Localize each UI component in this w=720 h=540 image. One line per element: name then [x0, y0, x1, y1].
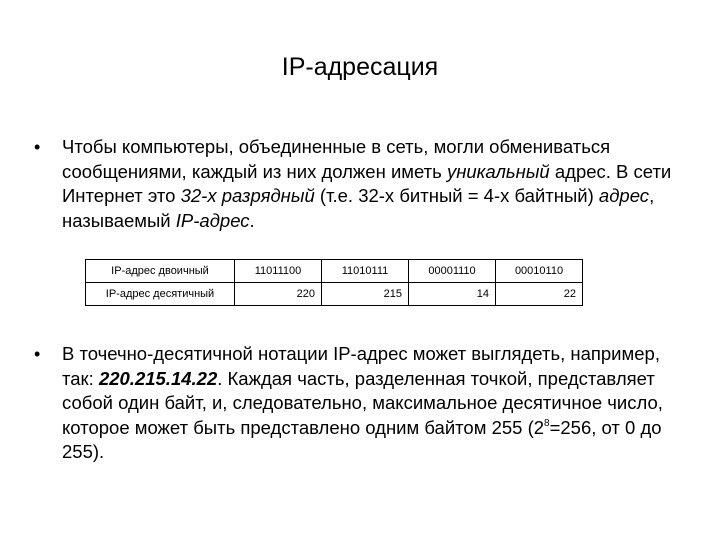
row-label: IP-адрес двоичный — [86, 260, 235, 283]
text-part: Чтобы компьютеры, объединенные в сеть, могли обмениваться сообщениями, каждый из них должен иметь — [62, 136, 611, 182]
bullet-ip-definition — [34, 135, 684, 233]
text-part: В точечно-десятичной нотации IP-адрес может выглядеть, например, так: — [62, 343, 660, 389]
table-row-binary — [86, 260, 583, 283]
text-part: адрес. В сети Интернет это — [62, 160, 672, 206]
bullet-dot-icon: • — [34, 344, 41, 364]
exponent: 8 — [544, 417, 550, 429]
table-cell: 00010110 — [496, 260, 583, 283]
ip-address-table — [85, 259, 583, 306]
table-cell: 14 — [409, 283, 496, 306]
example-ip: 220.215.14.22 — [98, 367, 218, 389]
text-part: (т.е. 32-х битный = 4-х байтный) — [314, 185, 599, 206]
emphasis-ip-address: IP-адрес — [175, 209, 250, 231]
bullet-text — [62, 342, 684, 465]
emphasis-unique: уникальный — [446, 160, 550, 182]
text-part: . — [249, 209, 255, 231]
emphasis-address: адрес — [598, 185, 650, 206]
table-cell: 220 — [235, 283, 322, 306]
table-cell: 00001110 — [409, 260, 496, 283]
bullet-dot-icon: • — [34, 137, 41, 157]
table-cell: 11010111 — [322, 260, 409, 283]
emphasis-32bit: 32-х разрядный — [180, 185, 315, 206]
text-part: =256, от 0 до 255). — [62, 416, 662, 462]
text-part: , называемый — [62, 185, 655, 231]
table-cell: 215 — [322, 283, 409, 306]
table-cell: 22 — [496, 283, 583, 306]
bullet-text — [62, 135, 684, 233]
slide-title: IP-адресация — [281, 53, 439, 81]
table-row-decimal — [86, 283, 583, 306]
table-cell: 11011100 — [235, 260, 322, 283]
row-label: IP-адрес десятичный — [86, 283, 235, 306]
text-part: . Каждая часть, разделенная точкой, представляет собой один байт, и, следовательно, максимальное десятичное число, которое может быть представлено одним байтом 255 (2 — [62, 367, 663, 438]
bullet-dotted-decimal — [34, 342, 684, 465]
